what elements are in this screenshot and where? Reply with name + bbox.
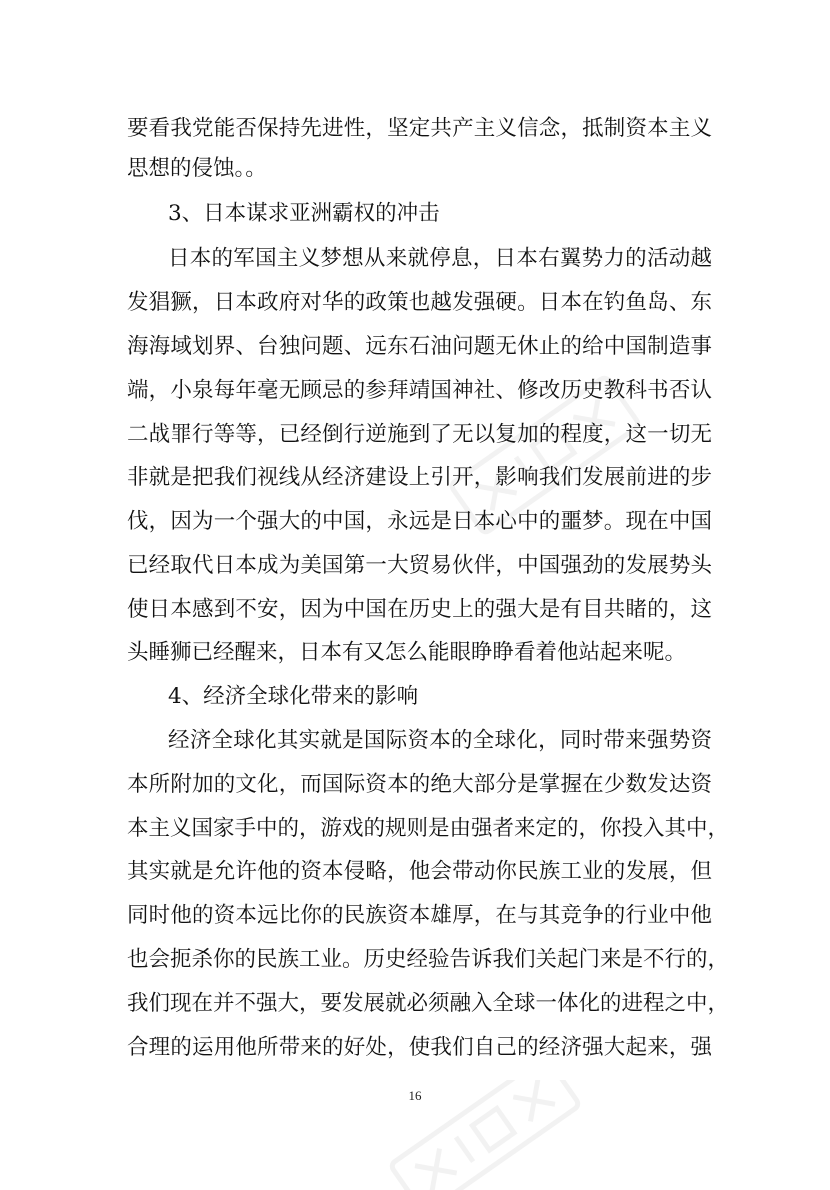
body-text-line: 头睡狮已经醒来，日本有又怎么能眼睁睁看着他站起来呢。 (127, 640, 687, 665)
body-text-line: 端，小泉每年毫无顾忌的参拜靖国神社、修改历史教科书否认 (127, 378, 712, 403)
body-text-line: 我们现在并不强大，要发展就必须融入全球一体化的进程之中， (127, 991, 730, 1016)
body-text-line: 二战罪行等等，已经倒行逆施到了无以复加的程度，这一切无 (127, 422, 712, 447)
body-text-line: 发猖獗，日本政府对华的政策也越发强硬。日本在钓鱼岛、东 (127, 290, 712, 315)
body-text-line: 也会扼杀你的民族工业。历史经验告诉我们关起门来是不行的， (127, 947, 730, 972)
body-text-line: 非就是把我们视线从经济建设上引开，影响我们发展前进的步 (127, 465, 712, 490)
section-heading: 4、经济全球化带来的影响 (168, 684, 419, 709)
body-text-line: 伐，因为一个强大的中国，永远是日本心中的噩梦。现在中国 (127, 509, 712, 534)
body-text-line: 合理的运用他所带来的好处，使我们自己的经济强大起来，强 (127, 1035, 712, 1060)
body-text-line: 同时他的资本远比你的民族资本雄厚，在与其竞争的行业中他 (127, 903, 712, 928)
body-text-line: 要看我党能否保持先进性，坚定共产主义信念，抵制资本主义 (127, 116, 712, 141)
body-text-line: 经济全球化其实就是国际资本的全球化，同时带来强势资 (168, 728, 712, 753)
body-text-line: 思想的侵蚀。。 (127, 156, 267, 181)
body-text-line: 本所附加的文化，而国际资本的绝大部分是掌握在少数发达资 (127, 772, 712, 797)
body-text-line: 其实就是允许他的资本侵略，他会带动你民族工业的发展，但 (127, 859, 712, 884)
body-text-line: 海海域划界、台独问题、远东石油问题无休止的给中国制造事 (127, 334, 712, 359)
body-text-line: 日本的军国主义梦想从来就停息，日本右翼势力的活动越 (168, 246, 712, 271)
body-text-line: 使日本感到不安，因为中国在历史上的强大是有目共睹的，这 (127, 597, 712, 622)
page-number: 16 (408, 1088, 422, 1103)
body-text-line: 已经取代日本成为美国第一大贸易伙伴，中国强劲的发展势头 (127, 553, 712, 578)
section-heading: 3、日本谋求亚洲霸权的冲击 (168, 201, 440, 226)
body-text-line: 本主义国家手中的，游戏的规则是由强者来定的，你投入其中， (127, 816, 730, 841)
